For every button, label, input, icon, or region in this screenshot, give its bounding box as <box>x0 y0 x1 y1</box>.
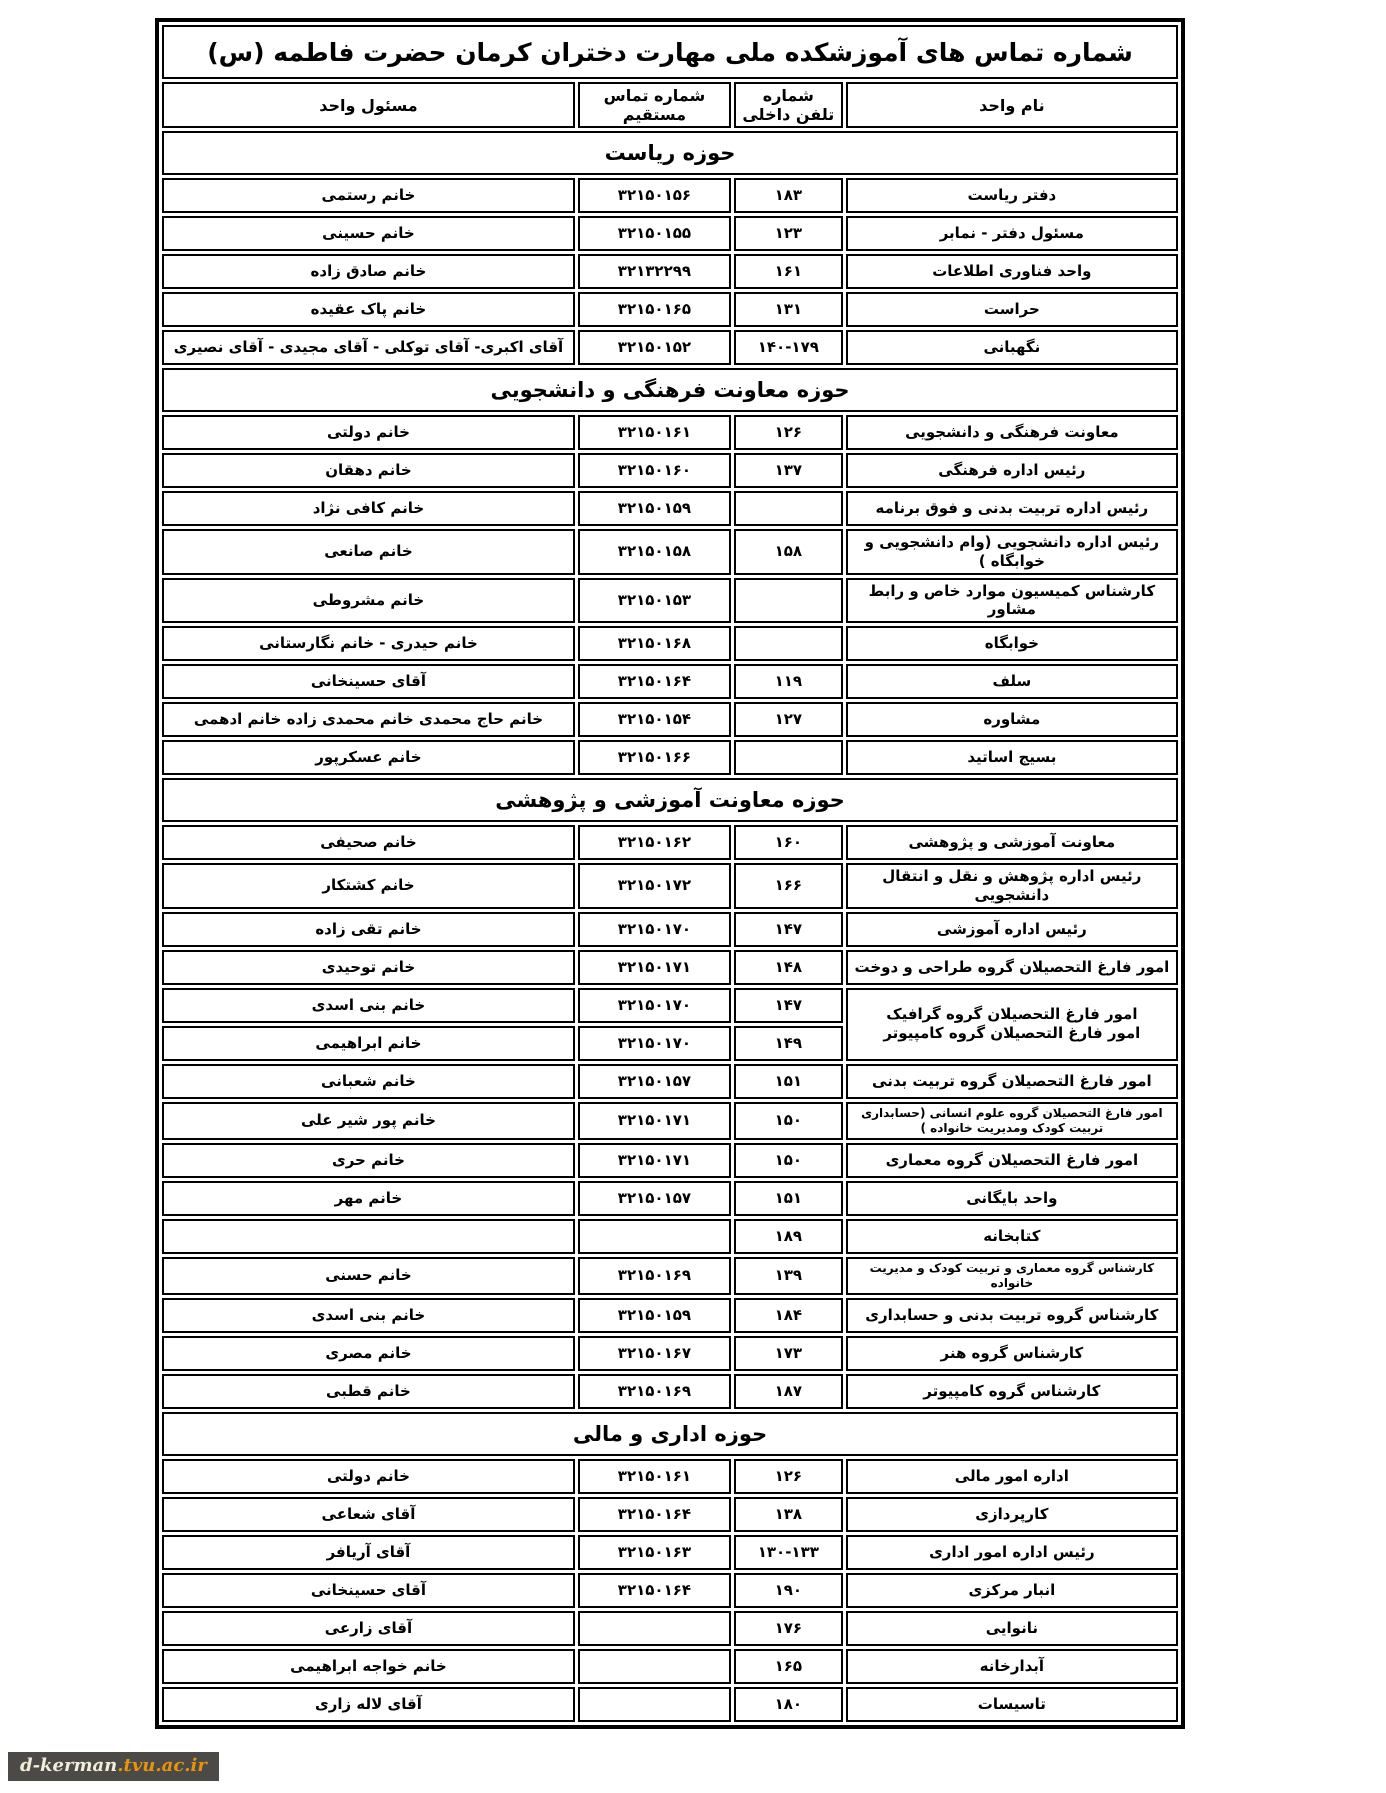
page-title: شماره تماس های آموزشکده ملی مهارت دختران کرمان حضرت فاطمه (س) <box>162 25 1178 79</box>
table-row <box>162 664 1178 699</box>
unit-manager-cell: خانم بنی اسدی <box>162 988 575 1023</box>
internal-phone-cell: ۱۵۸ <box>734 529 843 575</box>
table-row <box>162 1102 1178 1140</box>
internal-phone-cell: ۱۶۰ <box>734 825 843 860</box>
direct-phone-cell: ۳۲۱۵۰۱۶۵ <box>578 292 731 327</box>
direct-phone-cell: ۳۲۱۵۰۱۵۳ <box>578 578 731 624</box>
unit-name-cell: کارپردازی <box>846 1497 1178 1532</box>
internal-phone-cell: ۱۳۷ <box>734 453 843 488</box>
internal-phone-cell: ۱۱۹ <box>734 664 843 699</box>
direct-phone-cell: ۳۲۱۵۰۱۶۳ <box>578 1535 731 1570</box>
internal-phone-cell: ۱۸۹ <box>734 1219 843 1254</box>
unit-manager-cell: خانم حاج محمدی خانم محمدی زاده خانم ادهمی <box>162 702 575 737</box>
unit-name-cell: سلف <box>846 664 1178 699</box>
unit-manager-cell: خانم حری <box>162 1143 575 1178</box>
unit-name-cell: نگهبانی <box>846 330 1178 365</box>
internal-phone-cell: ۱۷۳ <box>734 1336 843 1371</box>
section-header-row <box>162 1412 1178 1456</box>
internal-phone-cell: ۱۷۶ <box>734 1611 843 1646</box>
contact-table-body <box>162 131 1178 1722</box>
unit-name-cell: رئیس اداره تربیت بدنی و فوق برنامه <box>846 491 1178 526</box>
direct-phone-cell: ۳۲۱۵۰۱۶۹ <box>578 1257 731 1295</box>
internal-phone-cell <box>734 740 843 775</box>
unit-manager-cell: خانم قطبی <box>162 1374 575 1409</box>
unit-manager-cell: آقای حسینخانی <box>162 1573 575 1608</box>
unit-manager-cell: خانم ابراهیمی <box>162 1026 575 1061</box>
unit-name-cell: خوابگاه <box>846 626 1178 661</box>
unit-name-cell: کارشناس گروه معماری و تربیت کودک و مدیریت خانواده <box>846 1257 1178 1295</box>
internal-phone-cell: ۱۴۷ <box>734 988 843 1023</box>
internal-phone-cell <box>734 626 843 661</box>
unit-manager-cell: خانم تقی زاده <box>162 912 575 947</box>
internal-phone-cell: ۱۵۰ <box>734 1143 843 1178</box>
internal-phone-cell: ۱۵۱ <box>734 1181 843 1216</box>
unit-manager-cell: خانم دهقان <box>162 453 575 488</box>
unit-name-line: امور فارغ التحصیلان گروه گرافیک <box>886 1005 1138 1024</box>
internal-phone-cell: ۱۶۵ <box>734 1649 843 1684</box>
table-row <box>162 1298 1178 1333</box>
unit-name-line: امور فارغ التحصیلان گروه کامپیوتر <box>883 1024 1141 1042</box>
internal-phone-cell <box>734 578 843 624</box>
unit-name-cell: رئیس اداره دانشجویی (وام دانشجویی و خوابگاه ) <box>846 529 1178 575</box>
unit-name-cell: کتابخانه <box>846 1219 1178 1254</box>
direct-phone-cell: ۳۲۱۵۰۱۷۱ <box>578 950 731 985</box>
contact-table <box>159 22 1181 1725</box>
section-header-row <box>162 368 1178 412</box>
table-row <box>162 988 1178 1023</box>
column-header-internal-phone: شماره تلفن داخلی <box>734 82 843 128</box>
unit-manager-cell: خانم پاک عقیده <box>162 292 575 327</box>
direct-phone-cell: ۳۲۱۵۰۱۷۰ <box>578 988 731 1023</box>
direct-phone-cell: ۳۲۱۵۰۱۶۲ <box>578 825 731 860</box>
unit-manager-cell: خانم صادق زاده <box>162 254 575 289</box>
unit-name-cell: رئیس اداره فرهنگی <box>846 453 1178 488</box>
table-row <box>162 1459 1178 1494</box>
unit-manager-cell: خانم مصری <box>162 1336 575 1371</box>
unit-manager-cell: خانم حسینی <box>162 216 575 251</box>
internal-phone-cell: ۱۴۸ <box>734 950 843 985</box>
unit-manager-cell: خانم مشروطی <box>162 578 575 624</box>
table-row <box>162 1649 1178 1684</box>
internal-phone-cell: ۱۶۶ <box>734 863 843 909</box>
direct-phone-cell: ۳۲۱۵۰۱۶۰ <box>578 453 731 488</box>
direct-phone-cell: ۳۲۱۵۰۱۵۷ <box>578 1064 731 1099</box>
table-row <box>162 1374 1178 1409</box>
unit-name-cell: واحد بایگانی <box>846 1181 1178 1216</box>
contacts-table-container <box>155 18 1185 1729</box>
direct-phone-cell <box>578 1219 731 1254</box>
internal-phone-cell: ۱۸۳ <box>734 178 843 213</box>
unit-manager-cell: آقای آریافر <box>162 1535 575 1570</box>
unit-name-cell <box>846 988 1178 1061</box>
direct-phone-cell: ۳۲۱۵۰۱۷۲ <box>578 863 731 909</box>
table-row <box>162 330 1178 365</box>
unit-manager-cell: خانم خواجه ابراهیمی <box>162 1649 575 1684</box>
unit-name-cell: کارشناس گروه کامپیوتر <box>846 1374 1178 1409</box>
unit-manager-cell: خانم پور شیر علی <box>162 1102 575 1140</box>
direct-phone-cell: ۳۲۱۵۰۱۵۲ <box>578 330 731 365</box>
table-row <box>162 1687 1178 1722</box>
direct-phone-cell: ۳۲۱۵۰۱۶۴ <box>578 664 731 699</box>
unit-manager-cell: آقای زارعی <box>162 1611 575 1646</box>
unit-manager-cell: خانم عسکرپور <box>162 740 575 775</box>
title-row <box>162 25 1178 79</box>
direct-phone-cell: ۳۲۱۵۰۱۷۱ <box>578 1102 731 1140</box>
table-row <box>162 1143 1178 1178</box>
unit-name-cell: تاسیسات <box>846 1687 1178 1722</box>
unit-name-cell: آبدارخانه <box>846 1649 1178 1684</box>
unit-name-cell: اداره امور مالی <box>846 1459 1178 1494</box>
unit-manager-cell: خانم کافی نژاد <box>162 491 575 526</box>
unit-name-cell: دفتر ریاست <box>846 178 1178 213</box>
unit-manager-cell: آقای اکبری- آقای توکلی - آقای مجیدی - آقای نصیری <box>162 330 575 365</box>
direct-phone-cell: ۳۲۱۵۰۱۵۷ <box>578 1181 731 1216</box>
unit-manager-cell: خانم حیدری - خانم نگارستانی <box>162 626 575 661</box>
section-title: حوزه معاونت آموزشی و پژوهشی <box>162 778 1178 822</box>
table-row <box>162 1219 1178 1254</box>
unit-manager-cell: خانم توحیدی <box>162 950 575 985</box>
table-row <box>162 254 1178 289</box>
internal-phone-cell: ۱۲۶ <box>734 1459 843 1494</box>
unit-name-cell: واحد فناوری اطلاعات <box>846 254 1178 289</box>
unit-manager-cell: خانم مهر <box>162 1181 575 1216</box>
internal-phone-cell: ۱۵۰ <box>734 1102 843 1140</box>
internal-phone-cell: ۱۲۶ <box>734 415 843 450</box>
unit-manager-cell: خانم بنی اسدی <box>162 1298 575 1333</box>
direct-phone-cell: ۳۲۱۵۰۱۷۰ <box>578 912 731 947</box>
table-row <box>162 292 1178 327</box>
section-title: حوزه اداری و مالی <box>162 1412 1178 1456</box>
internal-phone-cell: ۱۸۴ <box>734 1298 843 1333</box>
table-row <box>162 863 1178 909</box>
column-header-direct-phone: شماره تماس مستقیم <box>578 82 731 128</box>
internal-phone-cell <box>734 491 843 526</box>
table-row <box>162 578 1178 624</box>
unit-name-cell: انبار مرکزی <box>846 1573 1178 1608</box>
direct-phone-cell: ۳۲۱۵۰۱۶۶ <box>578 740 731 775</box>
direct-phone-cell: ۳۲۱۵۰۱۵۵ <box>578 216 731 251</box>
table-row <box>162 702 1178 737</box>
direct-phone-cell: ۳۲۱۵۰۱۶۱ <box>578 1459 731 1494</box>
unit-name-cell: کارشناس گروه هنر <box>846 1336 1178 1371</box>
internal-phone-cell: ۱۳۱ <box>734 292 843 327</box>
table-row <box>162 529 1178 575</box>
unit-name-cell: رئیس اداره پژوهش و نقل و انتقال دانشجویی <box>846 863 1178 909</box>
unit-name-cell: معاونت آموزشی و پژوهشی <box>846 825 1178 860</box>
unit-name-cell: حراست <box>846 292 1178 327</box>
unit-manager-cell: خانم صانعی <box>162 529 575 575</box>
direct-phone-cell <box>578 1649 731 1684</box>
unit-name-cell: مسئول دفتر - نمابر <box>846 216 1178 251</box>
unit-name-cell: رئیس اداره آموزشی <box>846 912 1178 947</box>
unit-manager-cell: آقای شعاعی <box>162 1497 575 1532</box>
internal-phone-cell: ۱۳۹ <box>734 1257 843 1295</box>
direct-phone-cell: ۳۲۱۵۰۱۶۱ <box>578 415 731 450</box>
table-row <box>162 825 1178 860</box>
table-row <box>162 491 1178 526</box>
direct-phone-cell: ۳۲۱۵۰۱۶۷ <box>578 1336 731 1371</box>
table-row <box>162 178 1178 213</box>
direct-phone-cell <box>578 1687 731 1722</box>
unit-name-cell: امور فارغ التحصیلان گروه معماری <box>846 1143 1178 1178</box>
unit-manager-cell: خانم شعبانی <box>162 1064 575 1099</box>
table-row <box>162 1573 1178 1608</box>
direct-phone-cell: ۳۲۱۵۰۱۷۱ <box>578 1143 731 1178</box>
unit-name-cell: امور فارغ التحصیلان گروه طراحی و دوخت <box>846 950 1178 985</box>
unit-manager-cell <box>162 1219 575 1254</box>
column-header-unit-manager: مسئول واحد <box>162 82 575 128</box>
unit-name-cell: امور فارغ التحصیلان گروه تربیت بدنی <box>846 1064 1178 1099</box>
direct-phone-cell <box>578 1611 731 1646</box>
unit-manager-cell: خانم دولتی <box>162 1459 575 1494</box>
table-row <box>162 1535 1178 1570</box>
unit-name-cell: مشاوره <box>846 702 1178 737</box>
watermark-site-text: d-kerman <box>20 1755 118 1776</box>
table-row <box>162 453 1178 488</box>
internal-phone-cell: ۱۶۱ <box>734 254 843 289</box>
unit-name-cell: کارشناس گروه تربیت بدنی و حسابداری <box>846 1298 1178 1333</box>
direct-phone-cell: ۳۲۱۵۰۱۵۴ <box>578 702 731 737</box>
internal-phone-cell: ۱۸۰ <box>734 1687 843 1722</box>
unit-manager-cell: خانم صحیفی <box>162 825 575 860</box>
internal-phone-cell: ۱۳۰-۱۳۳ <box>734 1535 843 1570</box>
table-row <box>162 950 1178 985</box>
unit-name-cell: معاونت فرهنگی و دانشجویی <box>846 415 1178 450</box>
table-row <box>162 912 1178 947</box>
unit-manager-cell: آقای لاله زاری <box>162 1687 575 1722</box>
internal-phone-cell: ۱۸۷ <box>734 1374 843 1409</box>
unit-name-cell: امور فارغ التحصیلان گروه علوم انسانی (حسابداری تربیت کودک ومدیریت خانواده ) <box>846 1102 1178 1140</box>
direct-phone-cell: ۳۲۱۵۰۱۷۰ <box>578 1026 731 1061</box>
table-row <box>162 740 1178 775</box>
internal-phone-cell: ۱۳۸ <box>734 1497 843 1532</box>
table-row <box>162 626 1178 661</box>
table-row <box>162 1257 1178 1295</box>
direct-phone-cell: ۳۲۱۵۰۱۵۹ <box>578 491 731 526</box>
section-title: حوزه ریاست <box>162 131 1178 175</box>
table-row <box>162 1336 1178 1371</box>
direct-phone-cell: ۳۲۱۳۲۲۹۹ <box>578 254 731 289</box>
unit-manager-cell: خانم کشتکار <box>162 863 575 909</box>
table-row <box>162 1611 1178 1646</box>
internal-phone-cell: ۱۲۷ <box>734 702 843 737</box>
column-header-unit-name: نام واحد <box>846 82 1178 128</box>
direct-phone-cell: ۳۲۱۵۰۱۶۹ <box>578 1374 731 1409</box>
unit-name-cell: کارشناس کمیسیون موارد خاص و رابط مشاور <box>846 578 1178 624</box>
section-header-row <box>162 778 1178 822</box>
unit-manager-cell: خانم حسنی <box>162 1257 575 1295</box>
internal-phone-cell: ۱۴۷ <box>734 912 843 947</box>
direct-phone-cell: ۳۲۱۵۰۱۵۶ <box>578 178 731 213</box>
table-row <box>162 415 1178 450</box>
unit-name-cell: نانوایی <box>846 1611 1178 1646</box>
internal-phone-cell: ۱۵۱ <box>734 1064 843 1099</box>
table-row <box>162 1181 1178 1216</box>
internal-phone-cell: ۱۲۳ <box>734 216 843 251</box>
section-header-row <box>162 131 1178 175</box>
column-header-row <box>162 82 1178 128</box>
internal-phone-cell: ۱۴۰-۱۷۹ <box>734 330 843 365</box>
table-row <box>162 1497 1178 1532</box>
table-row <box>162 216 1178 251</box>
unit-manager-cell: خانم رستمی <box>162 178 575 213</box>
unit-manager-cell: خانم دولتی <box>162 415 575 450</box>
table-row <box>162 1064 1178 1099</box>
direct-phone-cell: ۳۲۱۵۰۱۵۸ <box>578 529 731 575</box>
unit-name-cell: رئیس اداره امور اداری <box>846 1535 1178 1570</box>
direct-phone-cell: ۳۲۱۵۰۱۶۴ <box>578 1497 731 1532</box>
section-title: حوزه معاونت فرهنگی و دانشجویی <box>162 368 1178 412</box>
site-watermark <box>8 1752 219 1781</box>
direct-phone-cell: ۳۲۱۵۰۱۵۹ <box>578 1298 731 1333</box>
direct-phone-cell: ۳۲۱۵۰۱۶۸ <box>578 626 731 661</box>
unit-manager-cell: آقای حسینخانی <box>162 664 575 699</box>
internal-phone-cell: ۱۴۹ <box>734 1026 843 1061</box>
watermark-domain-text: .tvu.ac.ir <box>117 1755 207 1776</box>
internal-phone-cell: ۱۹۰ <box>734 1573 843 1608</box>
unit-name-cell: بسیج اساتید <box>846 740 1178 775</box>
direct-phone-cell: ۳۲۱۵۰۱۶۴ <box>578 1573 731 1608</box>
